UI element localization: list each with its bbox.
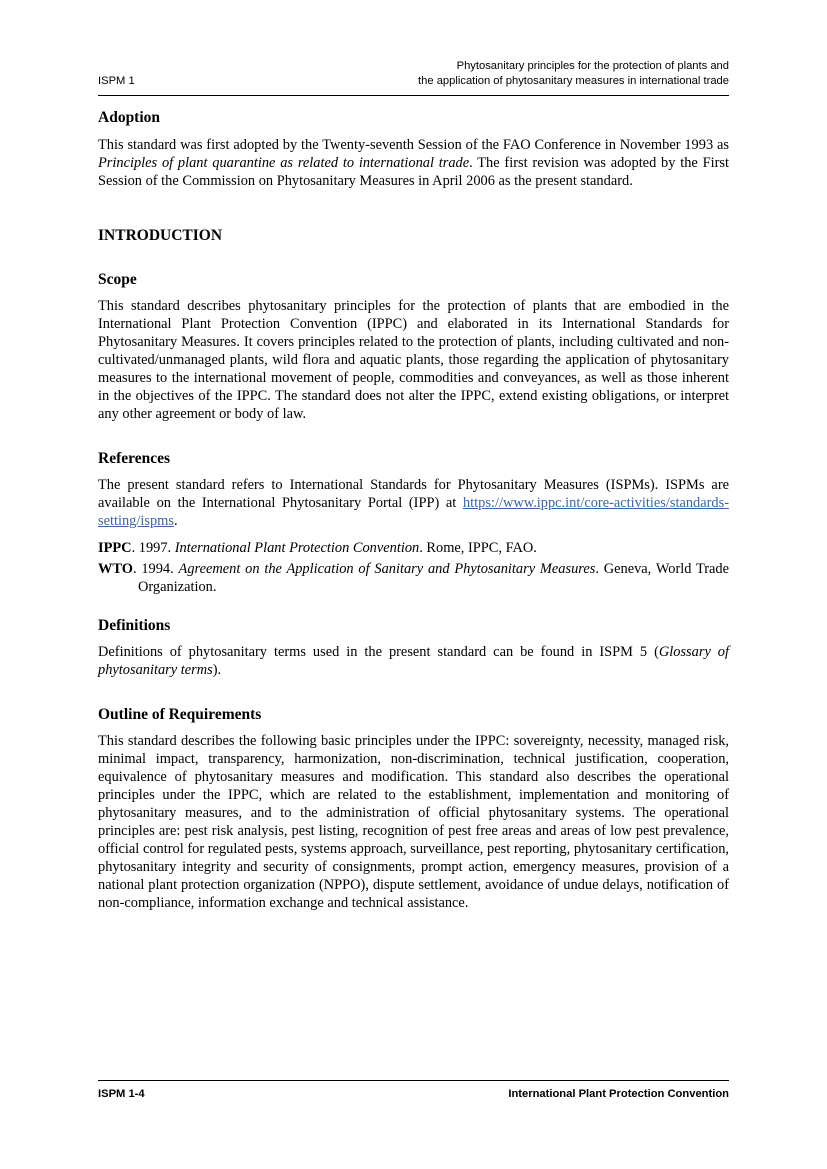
page-header bbox=[98, 59, 729, 96]
reference-author: WTO bbox=[98, 561, 133, 577]
reference-year: . 1997. bbox=[131, 540, 175, 556]
document-body bbox=[98, 108, 729, 912]
header-title bbox=[418, 59, 729, 89]
reference-item-wto bbox=[98, 560, 729, 596]
adoption-text-1: This standard was first adopted by the Twenty-seventh Session of the FAO Conference in November 1993 as bbox=[98, 137, 729, 153]
ispms-link[interactable]: https://www.ippc.int/core-activities/standards-setting/ispms bbox=[98, 495, 729, 529]
reference-publisher: . Geneva, World Trade Organization. bbox=[138, 561, 730, 595]
definitions-text-2: ). bbox=[212, 662, 222, 678]
footer-organization: International Plant Protection Convention bbox=[508, 1088, 729, 1100]
reference-publisher: . Rome, IPPC, FAO. bbox=[419, 540, 537, 556]
scope-paragraph: This standard describes phytosanitary principles for the protection of plants that are embodied in the International Plant Protection Convention (IPPC) and elaborated in its International Standards for Phytosanitary Measures. It covers principles related to the protection of plants, including cultivated and non-cultivated/unmanaged plants, wild flora and aquatic plants, those regarding the application of phytosanitary measures to the international movement of people, commodities and conveyances, as well as those inherent in the objectives of the IPPC. The standard does not alter the IPPC, extend existing obligations, or interpret any other agreement or body of law. bbox=[98, 298, 729, 422]
reference-year: . 1994. bbox=[132, 561, 179, 577]
references-text-2: . bbox=[173, 513, 178, 529]
references-paragraph bbox=[98, 476, 729, 530]
references-text-1: The present standard refers to International Standards for Phytosanitary Measures (ISPMs). ISPMs are available on the International Phytosanitary Portal (IPP) at bbox=[98, 477, 729, 511]
adoption-title-italic: Principles of plant quarantine as related to international trade bbox=[98, 155, 470, 171]
outline-paragraph: This standard describes the following basic principles under the IPPC: sovereignty, necessity, managed risk, minimal impact, transparency, harmonization, non-discrimination, technical justification, cooperation, equivalence of phytosanitary measures and modification. This standard also describes the operational principles under the IPPC, which are related to the establishment, implementation and monitoring of phytosanitary measures, and to the administration of official phytosanitary systems. The operational principles are: pest risk analysis, pest listing, recognition of pest free areas and areas of low pest prevalence, official control for regulated pests, systems approach, surveillance, pest reporting, phytosanitary certification, phytosanitary integrity and security of consignments, prompt action, emergency measures, provision of a national plant protection organization (NPPO), dispute settlement, avoidance of undue delays, notification of non-compliance, information exchange and technical assistance. bbox=[98, 733, 729, 911]
adoption-paragraph bbox=[98, 136, 729, 190]
scope-heading: Scope bbox=[98, 271, 137, 288]
definitions-paragraph bbox=[98, 643, 729, 679]
header-standard-number: ISPM 1 bbox=[98, 75, 135, 87]
outline-heading: Outline of Requirements bbox=[98, 706, 262, 723]
footer-page-number: ISPM 1-4 bbox=[98, 1088, 145, 1100]
definitions-heading: Definitions bbox=[98, 617, 171, 634]
header-title-line1: Phytosanitary principles for the protection of plants and bbox=[456, 60, 729, 72]
references-heading: References bbox=[98, 450, 171, 467]
reference-title: International Plant Protection Convention bbox=[174, 540, 420, 556]
adoption-text-2: . The first revision was adopted by the First Session of the Commission on Phytosanitary Measures in April 2006 as the present standard. bbox=[98, 155, 729, 189]
definitions-text-1: Definitions of phytosanitary terms used in the present standard can be found in ISPM 5 ( bbox=[98, 644, 659, 660]
introduction-heading: INTRODUCTION bbox=[98, 227, 223, 244]
reference-item-ippc bbox=[98, 539, 729, 557]
reference-title: Agreement on the Application of Sanitary and Phytosanitary Measures bbox=[178, 561, 596, 577]
glossary-title-italic: Glossary of phytosanitary terms bbox=[98, 644, 730, 678]
header-title-line2: the application of phytosanitary measures in international trade bbox=[418, 75, 729, 87]
page-footer bbox=[98, 1080, 729, 1103]
adoption-heading: Adoption bbox=[98, 109, 161, 126]
reference-author: IPPC bbox=[98, 540, 132, 556]
